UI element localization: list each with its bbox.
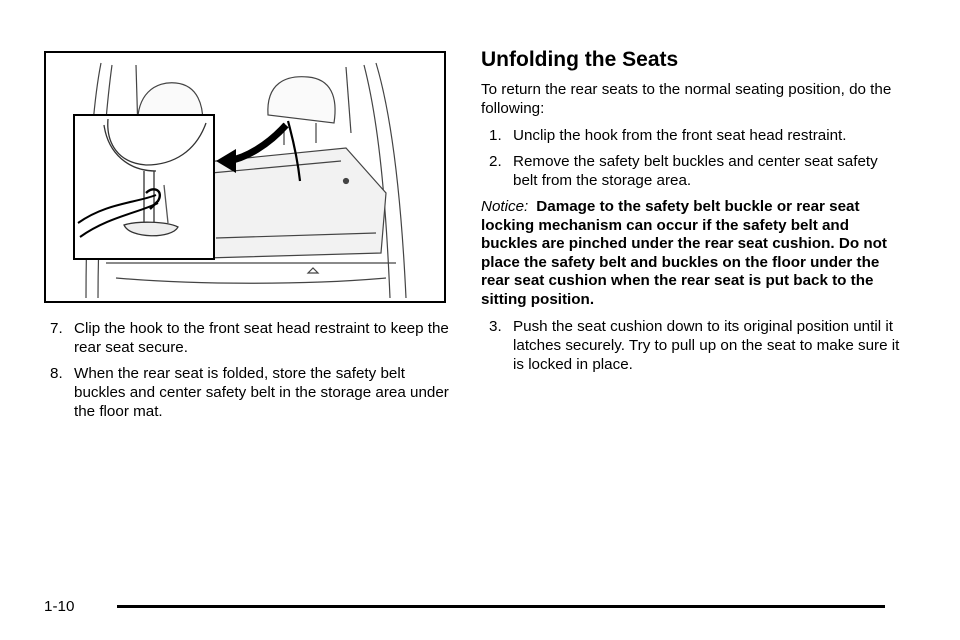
footer-rule xyxy=(117,605,885,608)
page-number: 1-10 xyxy=(44,598,75,615)
step-number: 3. xyxy=(489,318,502,335)
step-text: Remove the safety belt buckles and center seat safety belt from the storage area. xyxy=(513,153,878,189)
notice-label: Notice: xyxy=(481,198,529,215)
notice-text: Damage to the safety belt buckle or rear seat locking mechanism can occur if the safety belt and buckles are pinched under the rear seat cushion. Do not place the safety belt and buckles on the floor under the rear seat cushion when the rear seat is put back to the sitting position. xyxy=(481,198,887,308)
step-8 xyxy=(50,364,460,421)
notice-paragraph xyxy=(481,198,901,309)
step-3 xyxy=(481,317,901,374)
hook-detail-inset xyxy=(74,115,214,259)
step-number: 7. xyxy=(50,320,63,337)
left-column xyxy=(50,319,460,428)
intro-paragraph: To return the rear seats to the normal seating position, do the following: xyxy=(481,81,892,117)
step-text: Unclip the hook from the front seat head restraint. xyxy=(513,127,847,144)
seat-illustration xyxy=(44,51,446,303)
step-number: 2. xyxy=(489,153,502,170)
step-text: Clip the hook to the front seat head restraint to keep the rear seat secure. xyxy=(74,320,449,356)
step-number: 8. xyxy=(50,365,63,382)
step-7 xyxy=(50,319,460,357)
right-column xyxy=(481,47,901,381)
rear-seat-illustration xyxy=(46,53,444,301)
section-heading: Unfolding the Seats xyxy=(481,48,679,71)
step-2 xyxy=(481,152,901,190)
step-number: 1. xyxy=(489,127,502,144)
step-1 xyxy=(481,126,901,145)
step-text: Push the seat cushion down to its original position until it latches securely. Try to pull up on the seat to make sure it is locked in place. xyxy=(513,318,900,373)
step-text: When the rear seat is folded, store the safety belt buckles and center safety belt in the storage area under the floor mat. xyxy=(74,365,449,420)
